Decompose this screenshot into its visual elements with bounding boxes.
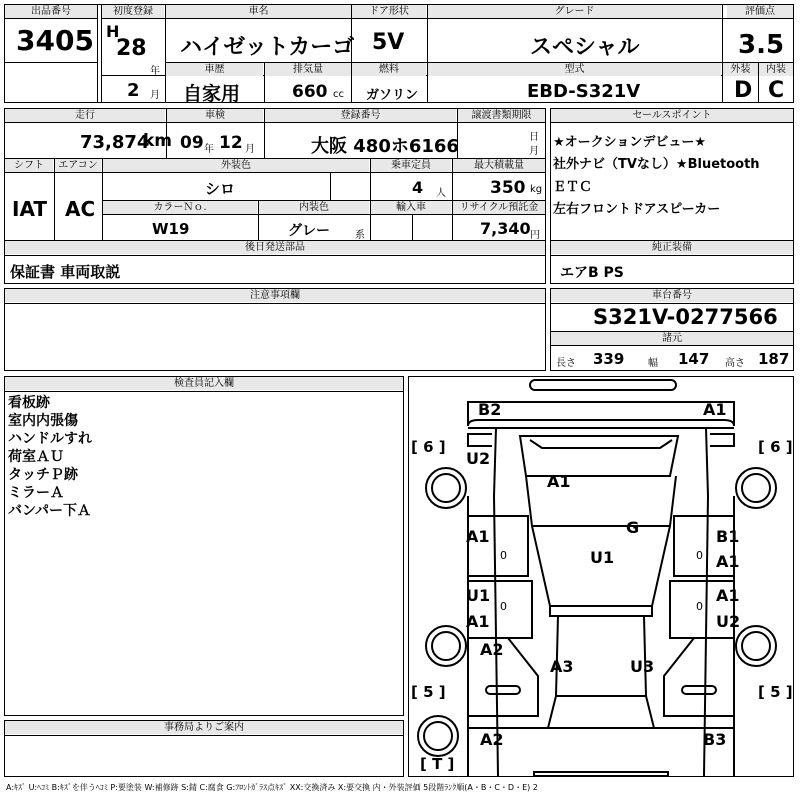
int-color-unit: 系 [355, 230, 365, 241]
door-handle-mark: 0 [696, 549, 703, 562]
max-load-unit: kg [530, 184, 543, 195]
max-load-label: 最大積載量 [453, 159, 545, 172]
inspection-year-unit: 年 [204, 144, 214, 155]
capacity-unit: 人 [436, 188, 446, 199]
reg-year-unit: 年 [150, 66, 160, 77]
damage-code: U1 [466, 586, 491, 605]
reg-year: 28 [116, 36, 147, 61]
damage-code: B2 [478, 400, 502, 419]
damage-code: A1 [716, 552, 740, 571]
first-reg-label: 初度登録 [102, 5, 164, 18]
office-label: 事務局よりご案内 [5, 721, 403, 734]
deadline-month: 月 [529, 146, 539, 157]
damage-code: U2 [466, 449, 491, 468]
door-handle-mark: 0 [500, 549, 507, 562]
damage-code: A2 [480, 730, 504, 749]
capacity: 4 [412, 178, 424, 197]
lot-label: 出品番号 [5, 5, 97, 18]
int-label: 内装 [759, 63, 793, 76]
ext-color: シロ [205, 180, 236, 198]
length: 339 [593, 350, 625, 368]
inspection-line: ハンドルすれ [8, 431, 92, 447]
damage-code: U2 [716, 612, 741, 631]
reg-era: H [106, 22, 120, 41]
sales-line-3: ＥＴＣ [553, 180, 593, 195]
door-handle-mark: 0 [696, 600, 703, 613]
ac-label: エアコン [55, 159, 101, 172]
door-label: ドア形状 [352, 5, 426, 18]
inspection-month: 12 [219, 133, 243, 153]
displacement: 660 [292, 82, 328, 102]
int-color-label: 内装色 [259, 201, 369, 214]
reg-month-unit: 月 [150, 90, 160, 101]
recycle-label: リサイクル預託金 [453, 201, 545, 214]
damage-code: A1 [466, 527, 490, 546]
air-conditioner: AC [65, 197, 96, 221]
model: EBD-S321V [527, 81, 641, 102]
inspection-line: バンパー下Ａ [8, 503, 92, 519]
later-parts-label: 後日発送部品 [5, 241, 545, 254]
score-label: 評価点 [727, 5, 793, 18]
ext-color-label: 外装色 [103, 159, 369, 172]
deadline-day: 日 [529, 132, 539, 143]
inspection-month-unit: 月 [245, 144, 255, 155]
displacement-unit: cc [333, 89, 344, 100]
int-color: グレー [288, 223, 330, 239]
equipment-label: 純正装備 [551, 241, 793, 254]
height-label: 高さ [725, 358, 745, 369]
inspection-year: 09 [180, 133, 204, 153]
legend: A:ｷｽﾞ U:ﾍｺﾐ B:ｷｽﾞを伴うﾍｺﾐ P:要塗装 W:補修跡 S:錆 C:腐食 G:ﾌﾛﾝﾄｶﾞﾗｽ点ｷｽﾞ XX:交換済み X:要交換 内・外装評価 5段階ﾗﾝｸ順(A・B・C・D・E) 2 [6, 783, 538, 792]
inspection-line: タッチＰ跡 [8, 467, 78, 483]
length-label: 長さ [556, 358, 576, 369]
inspection-date-label: 車検 [167, 109, 263, 122]
damage-code: U1 [590, 548, 615, 567]
width-label: 幅 [648, 358, 658, 369]
ext-label: 外装 [723, 63, 758, 76]
damage-code: U3 [630, 657, 655, 676]
width: 147 [678, 350, 710, 368]
color-no-label: カラーＮｏ. [103, 201, 257, 214]
recycle-unit: 円 [530, 230, 540, 241]
grade: スペシャル [530, 35, 640, 60]
mileage: 73,874 [80, 132, 150, 153]
grade-label: グレード [428, 5, 721, 18]
car-name: ハイゼットカーゴ [180, 35, 355, 60]
tire-front-right: [ 6 ] [758, 438, 793, 456]
equipment: エアB PS [560, 265, 624, 281]
damage-code: A1 [547, 472, 571, 491]
inspection-line: 看板跡 [8, 395, 50, 411]
damage-code: A1 [716, 586, 740, 605]
sales-points-label: セールスポイント [551, 109, 793, 122]
sales-line-2: 社外ナビ（TVなし）★Bluetooth [553, 157, 760, 172]
lot-number: 3405 [16, 24, 94, 57]
history: 自家用 [183, 83, 241, 105]
recycle-fee: 7,340 [480, 219, 531, 238]
damage-code: B1 [716, 527, 740, 546]
ext-grade: D [734, 78, 753, 103]
spec-label: 諸元 [551, 332, 793, 345]
mileage-label: 走行 [5, 109, 165, 122]
tire-rear-right: [ 5 ] [758, 683, 793, 701]
reg-month: 2 [127, 80, 140, 101]
sales-line-4: 左右フロントドアスピーカー [553, 202, 721, 217]
height: 187 [758, 350, 790, 368]
damage-code: B3 [703, 730, 727, 749]
deadline-label: 譲渡書類期限 [458, 109, 545, 122]
displacement-label: 排気量 [265, 63, 351, 76]
tire-front-left: [ 6 ] [411, 438, 446, 456]
import-label: 輸入車 [371, 201, 451, 214]
caution-label: 注意事項欄 [5, 289, 545, 302]
inspection-label: 検査員記入欄 [5, 377, 403, 390]
chassis-number: S321V-0277566 [593, 305, 778, 329]
damage-code: G [626, 518, 640, 537]
mileage-unit: km [143, 131, 173, 151]
later-parts: 保証書 車両取説 [10, 263, 121, 281]
inspection-line: 荷室ＡＵ [8, 449, 64, 465]
plate-number: 大阪 480ホ6166 [311, 136, 459, 157]
tire-rear-left: [ 5 ] [411, 683, 446, 701]
history-label: 車歴 [166, 63, 263, 76]
damage-code: A1 [703, 400, 727, 419]
color-no: W19 [152, 220, 190, 238]
shift: IAT [12, 197, 48, 221]
chassis-label: 車台番号 [551, 289, 793, 302]
car-outline-diagram [408, 376, 794, 777]
damage-code: A3 [550, 657, 574, 676]
damage-code: A1 [466, 612, 490, 631]
car-name-label: 車名 [166, 5, 351, 18]
inspection-notes [8, 394, 92, 520]
door-type: 5V [372, 30, 405, 55]
sales-line-1: ★オークションデビュー★ [553, 135, 707, 150]
max-load: 350 [490, 178, 526, 198]
spare-tire: [ T ] [420, 755, 455, 773]
capacity-label: 乗車定員 [371, 159, 451, 172]
int-grade: C [768, 78, 785, 103]
inspection-line: ミラーＡ [8, 485, 64, 501]
door-handle-mark: 0 [500, 600, 507, 613]
shift-label: シフト [5, 159, 53, 172]
model-label: 型式 [428, 63, 721, 76]
plate-label: 登録番号 [265, 109, 456, 122]
score: 3.5 [738, 30, 785, 60]
inspection-line: 室内内張傷 [8, 413, 78, 429]
damage-code: A2 [480, 640, 504, 659]
fuel: ガソリン [366, 88, 419, 103]
fuel-label: 燃料 [352, 63, 426, 76]
